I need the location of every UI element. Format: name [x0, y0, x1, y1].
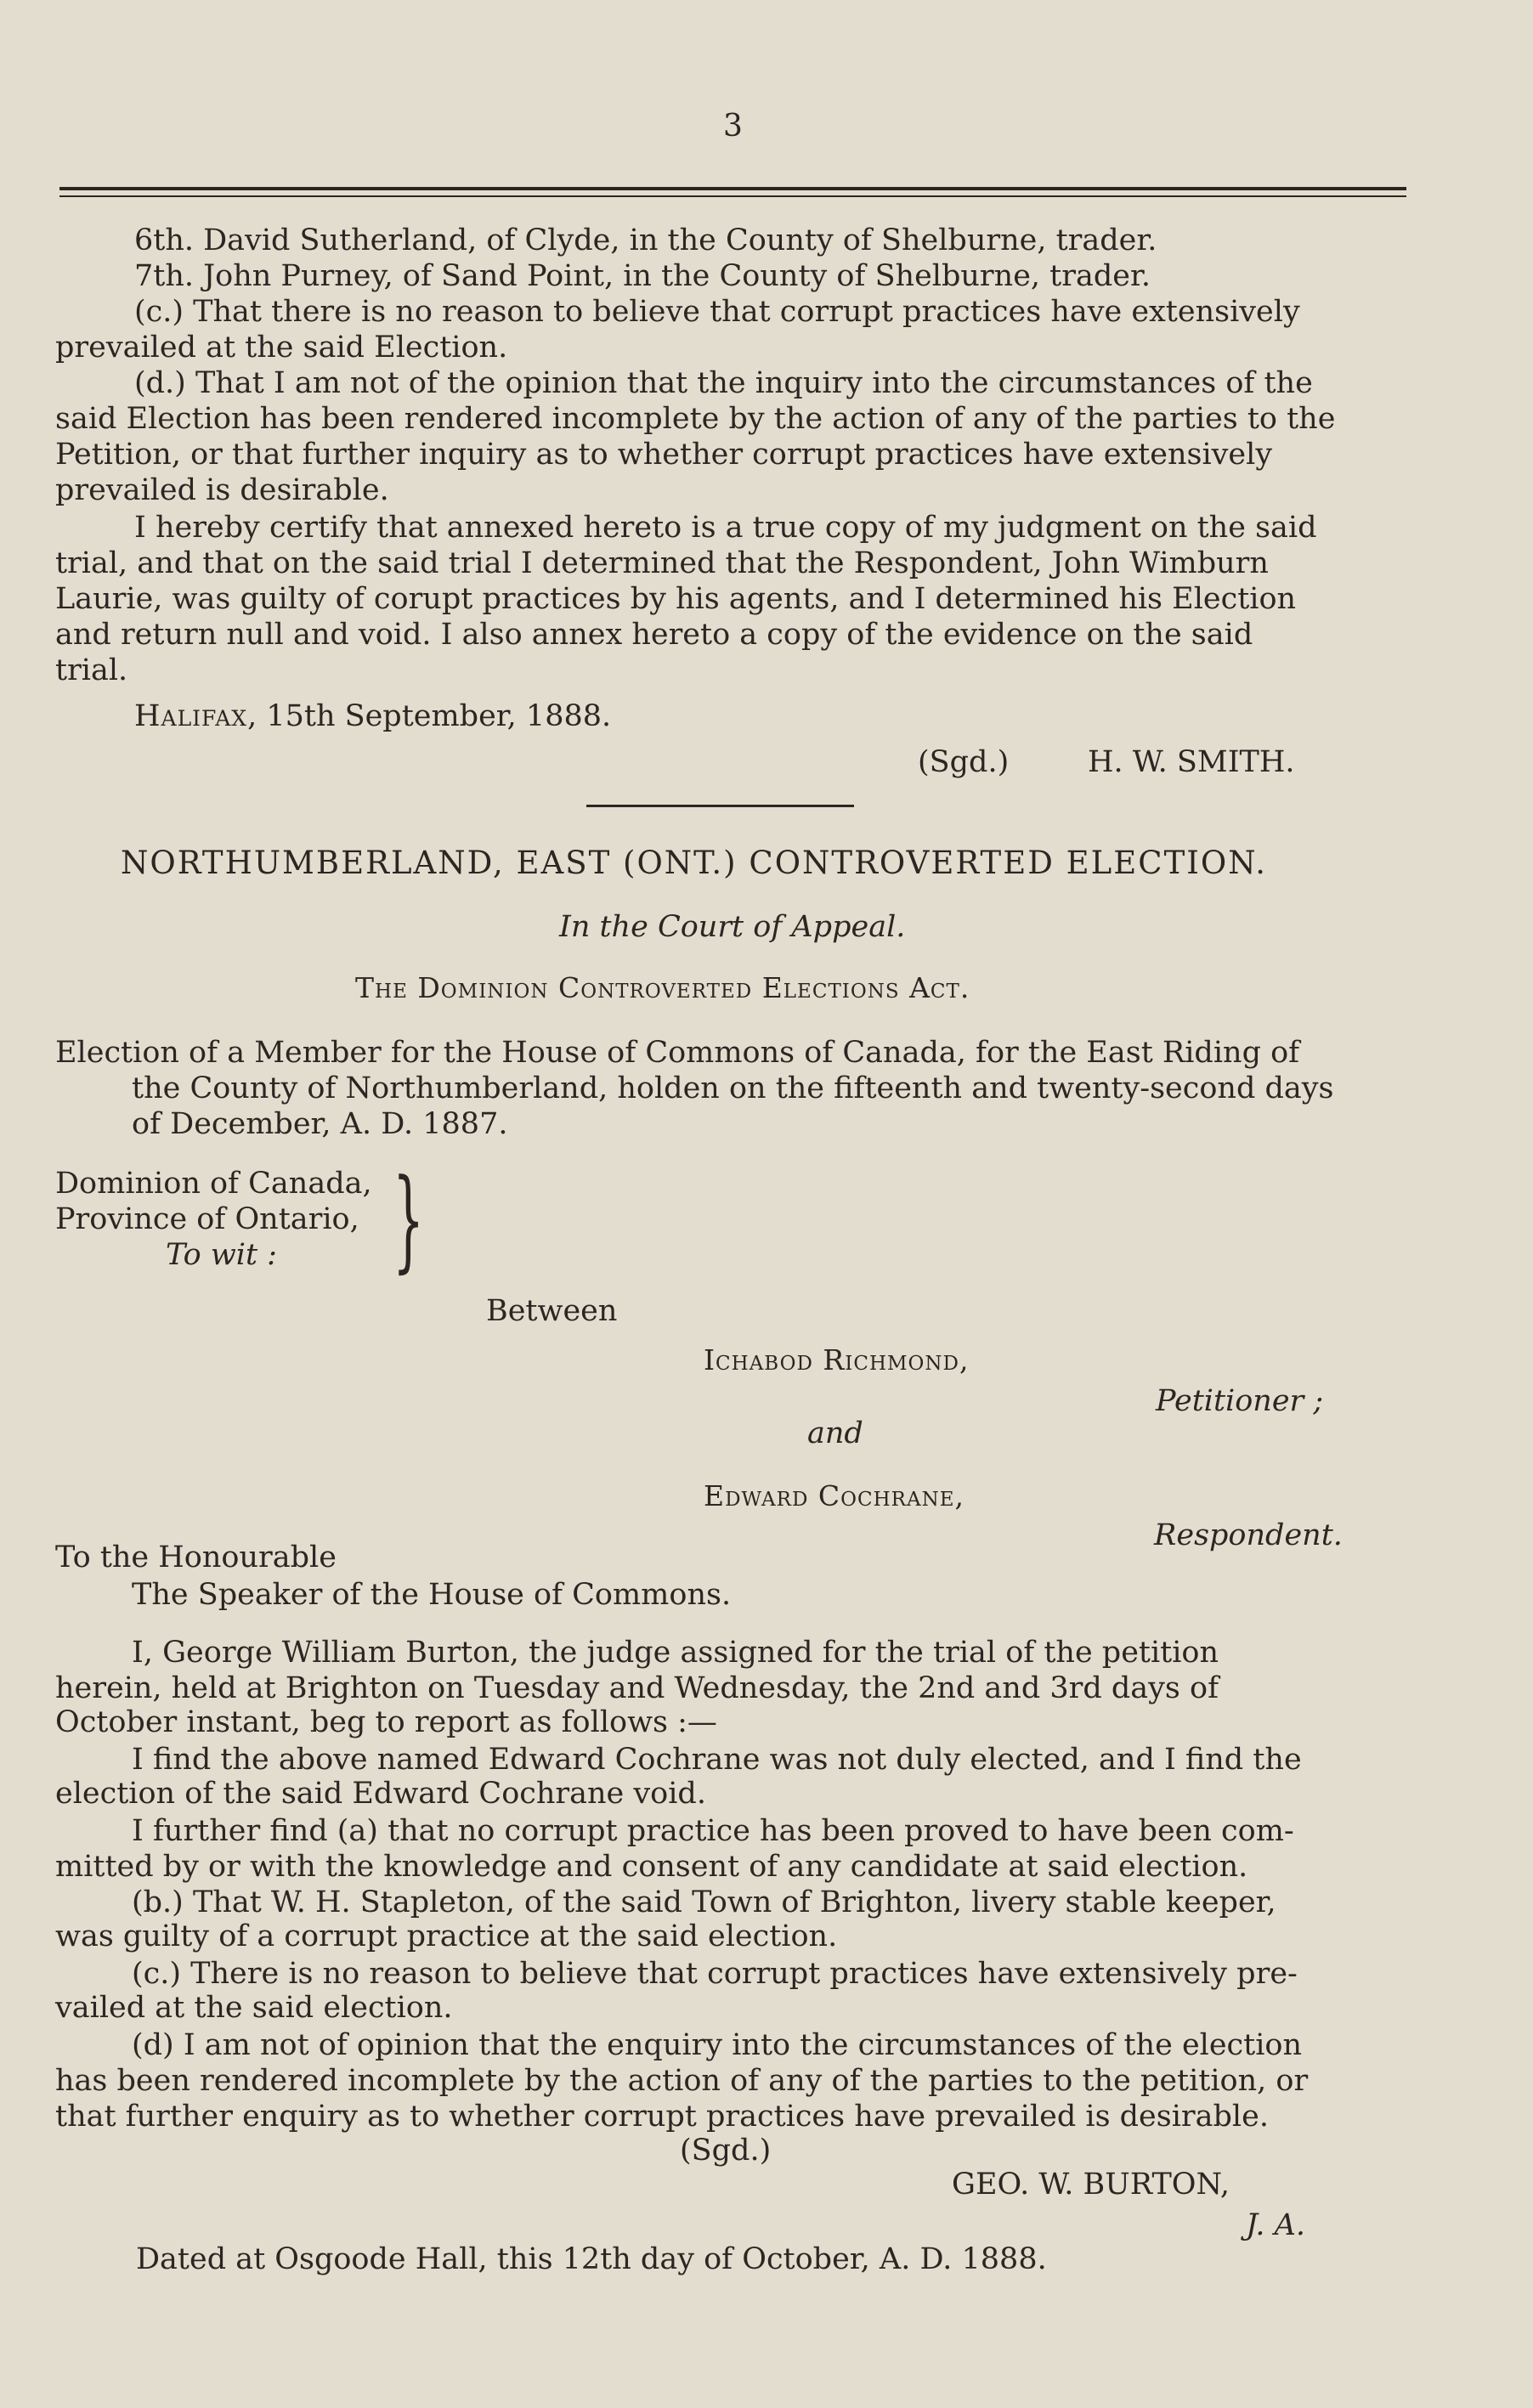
halifax-place: Halifax — [134, 699, 248, 733]
address-line2: The Speaker of the House of Commons. — [132, 1578, 732, 1612]
section-divider — [586, 805, 854, 807]
page-number: 3 — [723, 109, 743, 144]
witness-7: 7th. John Purney, of Sand Point, in the County of Shelburne, trader. — [134, 259, 1151, 293]
smith-sgd: (Sgd.) — [918, 745, 1010, 779]
burton-sgd: (Sgd.) — [680, 2134, 772, 2168]
finding-c-line1: (c.) That there is no reason to believe that corrupt practices have extensively — [134, 295, 1300, 329]
halifax-date: , 15th September, 1888. — [247, 699, 612, 733]
finding-c-line2: prevailed at the said Election. — [55, 331, 508, 365]
act-line: The Dominion Controverted Elections Act. — [355, 971, 970, 1004]
certify-line1: I hereby certify that annexed hereto is a true copy of my judgment on the said — [134, 511, 1317, 545]
address-line1: To the Honourable — [55, 1540, 337, 1574]
respondent-role: Respondent. — [1154, 1518, 1343, 1552]
finding-d-line2: said Election has been rendered incomplete by the action of any of the parties to the — [55, 402, 1336, 436]
venue-line3: To wit : — [166, 1238, 277, 1272]
certify-line5: trial. — [55, 653, 128, 687]
certify-line2: trial, and that on the said trial I determined that the Respondent, John Wimburn — [55, 546, 1269, 580]
between-label: Between — [486, 1294, 618, 1328]
report-intro-line3: October instant, beg to report as follows :— — [55, 1705, 717, 1739]
report-find-line2: election of the said Edward Cochrane void. — [55, 1777, 706, 1811]
header-rule — [59, 187, 1406, 190]
finding-d-line3: Petition, or that further inquiry as to whether corrupt practices have extensively — [55, 438, 1273, 472]
election-line3: of December, A. D. 1887. — [132, 1107, 508, 1141]
petitioner-name: Ichabod Richmond, — [704, 1343, 970, 1376]
court-line: In the Court of Appeal. — [559, 910, 906, 944]
section-title: NORTHUMBERLAND, EAST (ONT.) CONTROVERTED ELECTION. — [121, 845, 1267, 881]
report-intro-line1: I, George William Burton, the judge assigned for the trial of the petition — [132, 1636, 1219, 1670]
certify-line3: Laurie, was guilty of corupt practices by his agents, and I determined his Election — [55, 582, 1297, 616]
election-line1: Election of a Member for the House of Commons of Canada, for the East Riding of — [55, 1036, 1300, 1070]
witness-6: 6th. David Sutherland, of Clyde, in the County of Shelburne, trader. — [134, 223, 1157, 257]
election-line2: the County of Northumberland, holden on the fifteenth and twenty-second days — [132, 1071, 1334, 1105]
report-b-line1: (b.) That W. H. Stapleton, of the said Town of Brighton, livery stable keeper, — [132, 1885, 1276, 1919]
certify-line4: and return null and void. I also annex hereto a copy of the evidence on the said — [55, 618, 1253, 652]
smith-name: H. W. SMITH. — [1088, 745, 1295, 779]
halifax-dateline — [134, 698, 611, 734]
report-d-line3: that further enquiry as to whether corrupt practices have prevailed is desirable. — [55, 2100, 1269, 2134]
header-rule-thin — [59, 195, 1406, 197]
report-intro-line2: herein, held at Brighton on Tuesday and Wednesday, the 2nd and 3rd days of — [55, 1671, 1219, 1705]
burton-title: J. A. — [1246, 2208, 1305, 2242]
petitioner-role: Petitioner ; — [1156, 1384, 1324, 1418]
finding-d-line1: (d.) That I am not of the opinion that the inquiry into the circumstances of the — [134, 366, 1313, 400]
dated-line: Dated at Osgoode Hall, this 12th day of October, A. D. 1888. — [136, 2242, 1047, 2276]
burton-name: GEO. W. BURTON, — [952, 2168, 1230, 2202]
venue-brace: } — [393, 1155, 425, 1284]
report-a-line2: mitted by or with the knowledge and consent of any candidate at said election. — [55, 1850, 1248, 1884]
respondent-name: Edward Cochrane, — [704, 1479, 964, 1512]
report-d-line1: (d) I am not of opinion that the enquiry into the circumstances of the election — [132, 2028, 1303, 2062]
report-c-line2: vailed at the said election. — [55, 1991, 453, 2025]
finding-d-line4: prevailed is desirable. — [55, 473, 389, 507]
venue-line2: Province of Ontario, — [55, 1202, 359, 1236]
report-b-line2: was guilty of a corrupt practice at the said election. — [55, 1919, 838, 1953]
report-a-line1: I further find (a) that no corrupt practice has been proved to have been com- — [132, 1814, 1294, 1848]
report-c-line1: (c.) There is no reason to believe that corrupt practices have extensively pre- — [132, 1957, 1298, 1991]
report-find-line1: I find the above named Edward Cochrane was not duly elected, and I find the — [132, 1743, 1302, 1777]
report-d-line2: has been rendered incomplete by the action of any of the parties to the petition, or — [55, 2064, 1309, 2098]
venue-line1: Dominion of Canada, — [55, 1167, 372, 1201]
and-word: and — [807, 1416, 863, 1450]
